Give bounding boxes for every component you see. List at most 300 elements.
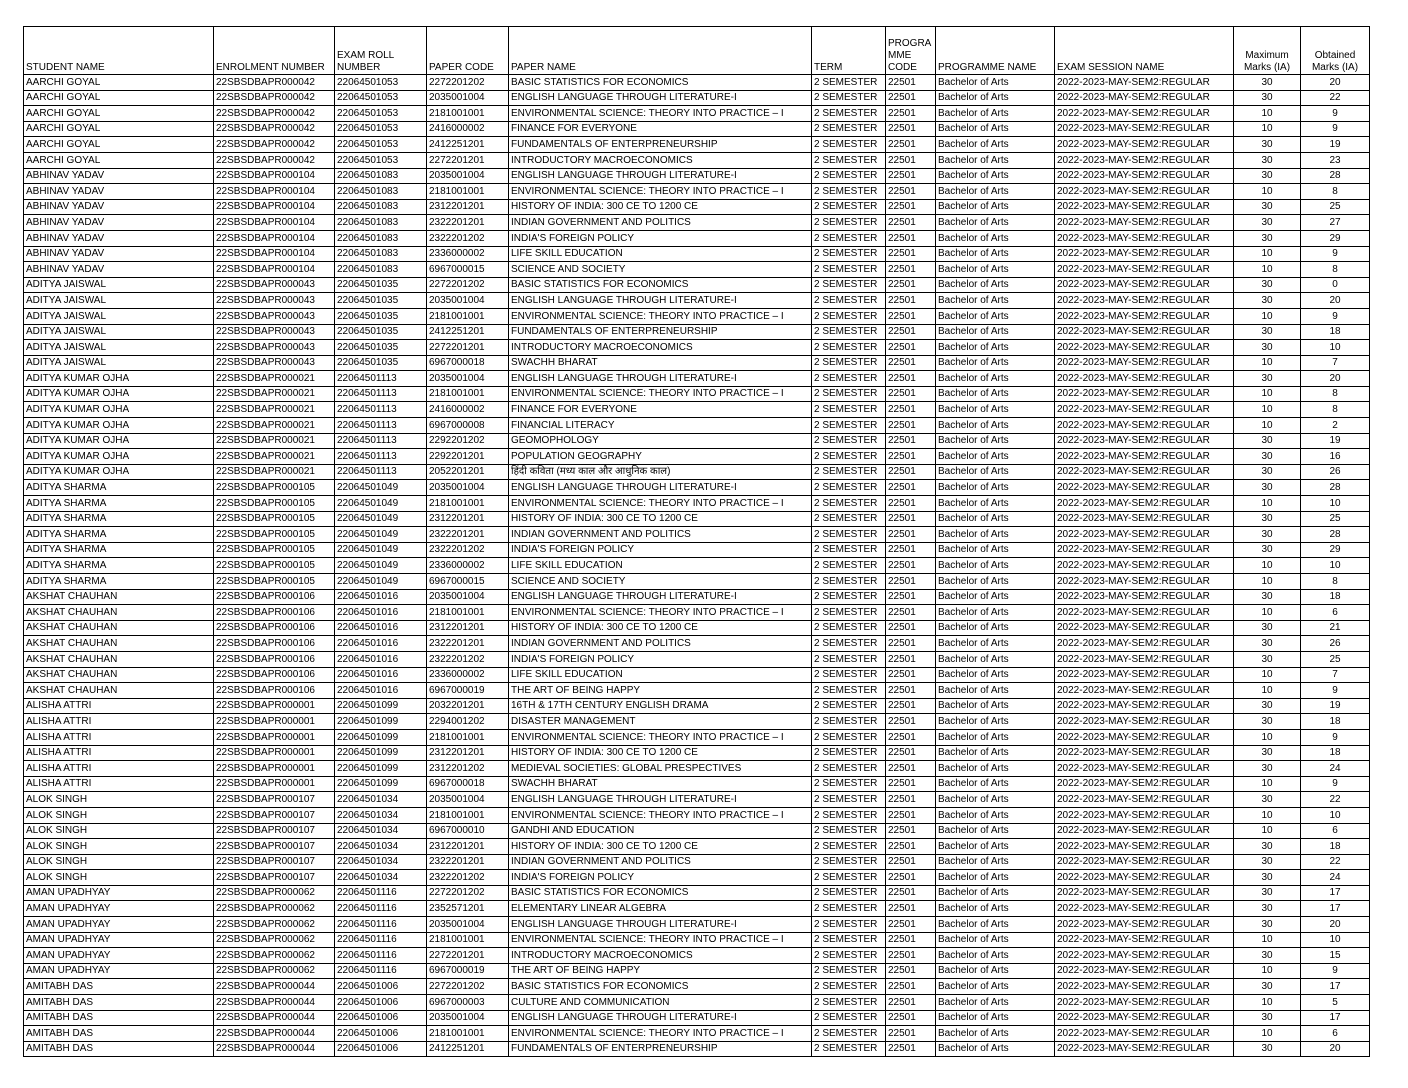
cell-enrolment-number: 22SBSDBAPR000106 (214, 636, 335, 652)
cell-programme-name: Bachelor of Arts (936, 340, 1055, 356)
table-row (24, 152, 1370, 168)
cell-programme-code: 22501 (886, 605, 936, 621)
cell-paper-code: 2322201202 (427, 230, 509, 246)
cell-paper-code: 2181001001 (427, 496, 509, 512)
cell-paper-name: ENVIRONMENTAL SCIENCE: THEORY INTO PRACTICE – I (509, 106, 812, 122)
cell-programme-code: 22501 (886, 277, 936, 293)
cell-exam-session: 2022-2023-MAY-SEM2:REGULAR (1055, 371, 1234, 387)
cell-exam-session: 2022-2023-MAY-SEM2:REGULAR (1055, 807, 1234, 823)
cell-obtained-marks: 28 (1301, 168, 1370, 184)
table-row (24, 901, 1370, 917)
cell-exam-session: 2022-2023-MAY-SEM2:REGULAR (1055, 152, 1234, 168)
cell-student-name: AKSHAT CHAUHAN (24, 636, 214, 652)
cell-paper-name: FINANCIAL LITERACY (509, 418, 812, 434)
cell-paper-name: SWACHH BHARAT (509, 776, 812, 792)
cell-paper-name: GEOMOPHOLOGY (509, 433, 812, 449)
cell-maximum-marks: 30 (1234, 792, 1301, 808)
cell-term: 2 SEMESTER (812, 355, 886, 371)
cell-student-name: ADITYA KUMAR OJHA (24, 449, 214, 465)
table-row (24, 137, 1370, 153)
cell-programme-name: Bachelor of Arts (936, 963, 1055, 979)
cell-exam-roll-number: 22064501053 (335, 121, 427, 137)
cell-exam-roll-number: 22064501113 (335, 371, 427, 387)
cell-enrolment-number: 22SBSDBAPR000107 (214, 839, 335, 855)
cell-programme-name: Bachelor of Arts (936, 1010, 1055, 1026)
cell-obtained-marks: 29 (1301, 230, 1370, 246)
cell-exam-roll-number: 22064501053 (335, 90, 427, 106)
cell-paper-code: 2412251201 (427, 137, 509, 153)
cell-enrolment-number: 22SBSDBAPR000021 (214, 386, 335, 402)
cell-programme-code: 22501 (886, 1010, 936, 1026)
cell-programme-name: Bachelor of Arts (936, 308, 1055, 324)
cell-exam-session: 2022-2023-MAY-SEM2:REGULAR (1055, 761, 1234, 777)
cell-obtained-marks: 5 (1301, 995, 1370, 1011)
table-row (24, 807, 1370, 823)
cell-paper-code: 2294001202 (427, 714, 509, 730)
cell-term: 2 SEMESTER (812, 839, 886, 855)
cell-exam-session: 2022-2023-MAY-SEM2:REGULAR (1055, 979, 1234, 995)
cell-programme-code: 22501 (886, 651, 936, 667)
cell-enrolment-number: 22SBSDBAPR000107 (214, 807, 335, 823)
header-exam-roll-line1: EXAM ROLL (337, 50, 395, 61)
table-row (24, 792, 1370, 808)
cell-programme-code: 22501 (886, 667, 936, 683)
cell-paper-name: SWACHH BHARAT (509, 355, 812, 371)
cell-exam-session: 2022-2023-MAY-SEM2:REGULAR (1055, 885, 1234, 901)
cell-exam-roll-number: 22064501116 (335, 932, 427, 948)
cell-enrolment-number: 22SBSDBAPR000021 (214, 449, 335, 465)
cell-enrolment-number: 22SBSDBAPR000106 (214, 667, 335, 683)
cell-exam-roll-number: 22064501016 (335, 589, 427, 605)
cell-obtained-marks: 17 (1301, 901, 1370, 917)
cell-paper-name: GANDHI AND EDUCATION (509, 823, 812, 839)
cell-paper-name: MEDIEVAL SOCIETIES: GLOBAL PRESPECTIVES (509, 761, 812, 777)
cell-exam-roll-number: 22064501034 (335, 854, 427, 870)
cell-exam-session: 2022-2023-MAY-SEM2:REGULAR (1055, 308, 1234, 324)
cell-programme-code: 22501 (886, 402, 936, 418)
marks-sheet (23, 26, 1370, 1057)
cell-enrolment-number: 22SBSDBAPR000001 (214, 729, 335, 745)
cell-maximum-marks: 30 (1234, 293, 1301, 309)
cell-obtained-marks: 9 (1301, 121, 1370, 137)
cell-programme-name: Bachelor of Arts (936, 932, 1055, 948)
cell-obtained-marks: 6 (1301, 823, 1370, 839)
cell-term: 2 SEMESTER (812, 558, 886, 574)
cell-student-name: AMITABH DAS (24, 1010, 214, 1026)
cell-exam-session: 2022-2023-MAY-SEM2:REGULAR (1055, 230, 1234, 246)
cell-programme-code: 22501 (886, 558, 936, 574)
cell-programme-code: 22501 (886, 620, 936, 636)
cell-term: 2 SEMESTER (812, 262, 886, 278)
cell-paper-name: ENVIRONMENTAL SCIENCE: THEORY INTO PRACTICE – I (509, 184, 812, 200)
cell-student-name: ALISHA ATTRI (24, 761, 214, 777)
cell-student-name: AKSHAT CHAUHAN (24, 605, 214, 621)
cell-obtained-marks: 18 (1301, 324, 1370, 340)
cell-student-name: AARCHI GOYAL (24, 75, 214, 91)
cell-obtained-marks: 9 (1301, 963, 1370, 979)
cell-obtained-marks: 8 (1301, 262, 1370, 278)
table-row (24, 293, 1370, 309)
cell-programme-code: 22501 (886, 854, 936, 870)
cell-programme-code: 22501 (886, 885, 936, 901)
cell-maximum-marks: 30 (1234, 90, 1301, 106)
cell-student-name: AKSHAT CHAUHAN (24, 620, 214, 636)
table-row (24, 1041, 1370, 1057)
cell-exam-roll-number: 22064501099 (335, 776, 427, 792)
cell-enrolment-number: 22SBSDBAPR000042 (214, 137, 335, 153)
cell-programme-code: 22501 (886, 574, 936, 590)
cell-enrolment-number: 22SBSDBAPR000001 (214, 714, 335, 730)
cell-paper-code: 2352571201 (427, 901, 509, 917)
cell-programme-name: Bachelor of Arts (936, 574, 1055, 590)
cell-programme-code: 22501 (886, 761, 936, 777)
cell-obtained-marks: 20 (1301, 1041, 1370, 1057)
cell-exam-session: 2022-2023-MAY-SEM2:REGULAR (1055, 823, 1234, 839)
cell-maximum-marks: 30 (1234, 464, 1301, 480)
cell-exam-session: 2022-2023-MAY-SEM2:REGULAR (1055, 464, 1234, 480)
cell-programme-name: Bachelor of Arts (936, 90, 1055, 106)
table-row (24, 230, 1370, 246)
cell-paper-code: 6967000019 (427, 683, 509, 699)
cell-obtained-marks: 9 (1301, 776, 1370, 792)
cell-paper-name: INDIA'S FOREIGN POLICY (509, 651, 812, 667)
cell-programme-name: Bachelor of Arts (936, 839, 1055, 855)
cell-exam-session: 2022-2023-MAY-SEM2:REGULAR (1055, 776, 1234, 792)
cell-exam-roll-number: 22064501113 (335, 449, 427, 465)
cell-paper-code: 6967000010 (427, 823, 509, 839)
table-row (24, 667, 1370, 683)
cell-exam-roll-number: 22064501035 (335, 355, 427, 371)
cell-student-name: AMITABH DAS (24, 1041, 214, 1057)
cell-programme-name: Bachelor of Arts (936, 386, 1055, 402)
cell-enrolment-number: 22SBSDBAPR000021 (214, 464, 335, 480)
cell-maximum-marks: 10 (1234, 106, 1301, 122)
cell-exam-session: 2022-2023-MAY-SEM2:REGULAR (1055, 199, 1234, 215)
cell-paper-code: 2416000002 (427, 402, 509, 418)
table-row (24, 308, 1370, 324)
cell-exam-roll-number: 22064501083 (335, 168, 427, 184)
cell-maximum-marks: 10 (1234, 574, 1301, 590)
cell-enrolment-number: 22SBSDBAPR000062 (214, 963, 335, 979)
cell-paper-code: 2035001004 (427, 917, 509, 933)
cell-paper-code: 2272201202 (427, 277, 509, 293)
cell-enrolment-number: 22SBSDBAPR000106 (214, 683, 335, 699)
cell-exam-session: 2022-2023-MAY-SEM2:REGULAR (1055, 246, 1234, 262)
cell-student-name: ABHINAV YADAV (24, 168, 214, 184)
cell-student-name: AARCHI GOYAL (24, 90, 214, 106)
cell-term: 2 SEMESTER (812, 870, 886, 886)
table-row (24, 90, 1370, 106)
cell-maximum-marks: 30 (1234, 277, 1301, 293)
cell-maximum-marks: 30 (1234, 948, 1301, 964)
table-row (24, 215, 1370, 231)
table-row (24, 262, 1370, 278)
cell-paper-name: HISTORY OF INDIA: 300 CE TO 1200 CE (509, 745, 812, 761)
cell-programme-name: Bachelor of Arts (936, 667, 1055, 683)
cell-enrolment-number: 22SBSDBAPR000042 (214, 121, 335, 137)
cell-programme-name: Bachelor of Arts (936, 636, 1055, 652)
cell-exam-roll-number: 22064501006 (335, 1010, 427, 1026)
cell-exam-session: 2022-2023-MAY-SEM2:REGULAR (1055, 667, 1234, 683)
cell-paper-code: 2035001004 (427, 371, 509, 387)
cell-term: 2 SEMESTER (812, 885, 886, 901)
cell-maximum-marks: 30 (1234, 324, 1301, 340)
cell-student-name: AARCHI GOYAL (24, 137, 214, 153)
cell-paper-name: INTRODUCTORY MACROECONOMICS (509, 948, 812, 964)
cell-paper-code: 2292201202 (427, 433, 509, 449)
cell-term: 2 SEMESTER (812, 917, 886, 933)
header-programme-code-line2: MME (888, 50, 912, 61)
cell-maximum-marks: 10 (1234, 667, 1301, 683)
cell-paper-name: POPULATION GEOGRAPHY (509, 449, 812, 465)
cell-exam-session: 2022-2023-MAY-SEM2:REGULAR (1055, 293, 1234, 309)
cell-term: 2 SEMESTER (812, 667, 886, 683)
cell-obtained-marks: 25 (1301, 199, 1370, 215)
cell-term: 2 SEMESTER (812, 75, 886, 91)
cell-exam-session: 2022-2023-MAY-SEM2:REGULAR (1055, 277, 1234, 293)
cell-exam-roll-number: 22064501049 (335, 527, 427, 543)
cell-paper-code: 2181001001 (427, 106, 509, 122)
cell-programme-code: 22501 (886, 386, 936, 402)
cell-enrolment-number: 22SBSDBAPR000062 (214, 901, 335, 917)
cell-term: 2 SEMESTER (812, 464, 886, 480)
cell-term: 2 SEMESTER (812, 979, 886, 995)
cell-student-name: ALOK SINGH (24, 792, 214, 808)
cell-exam-session: 2022-2023-MAY-SEM2:REGULAR (1055, 636, 1234, 652)
cell-obtained-marks: 19 (1301, 433, 1370, 449)
cell-student-name: ABHINAV YADAV (24, 184, 214, 200)
cell-programme-code: 22501 (886, 932, 936, 948)
table-row (24, 527, 1370, 543)
cell-enrolment-number: 22SBSDBAPR000062 (214, 948, 335, 964)
cell-term: 2 SEMESTER (812, 932, 886, 948)
cell-programme-name: Bachelor of Arts (936, 854, 1055, 870)
cell-programme-code: 22501 (886, 589, 936, 605)
cell-obtained-marks: 20 (1301, 917, 1370, 933)
cell-paper-name: FUNDAMENTALS OF ENTERPRENEURSHIP (509, 324, 812, 340)
cell-exam-session: 2022-2023-MAY-SEM2:REGULAR (1055, 511, 1234, 527)
cell-exam-roll-number: 22064501053 (335, 106, 427, 122)
cell-programme-name: Bachelor of Arts (936, 776, 1055, 792)
cell-programme-code: 22501 (886, 464, 936, 480)
cell-exam-session: 2022-2023-MAY-SEM2:REGULAR (1055, 917, 1234, 933)
cell-exam-roll-number: 22064501035 (335, 308, 427, 324)
cell-paper-name: ENGLISH LANGUAGE THROUGH LITERATURE-I (509, 293, 812, 309)
cell-paper-code: 2181001001 (427, 932, 509, 948)
cell-student-name: ABHINAV YADAV (24, 230, 214, 246)
cell-term: 2 SEMESTER (812, 496, 886, 512)
cell-exam-roll-number: 22064501113 (335, 402, 427, 418)
cell-term: 2 SEMESTER (812, 106, 886, 122)
cell-enrolment-number: 22SBSDBAPR000104 (214, 168, 335, 184)
header-student-name: STUDENT NAME (24, 27, 214, 75)
cell-paper-name: INDIA'S FOREIGN POLICY (509, 870, 812, 886)
cell-exam-roll-number: 22064501099 (335, 698, 427, 714)
cell-obtained-marks: 25 (1301, 511, 1370, 527)
header-programme-code (886, 27, 936, 75)
cell-paper-code: 2181001001 (427, 729, 509, 745)
cell-obtained-marks: 15 (1301, 948, 1370, 964)
cell-exam-roll-number: 22064501016 (335, 683, 427, 699)
cell-exam-roll-number: 22064501083 (335, 184, 427, 200)
cell-term: 2 SEMESTER (812, 620, 886, 636)
cell-term: 2 SEMESTER (812, 433, 886, 449)
cell-obtained-marks: 9 (1301, 729, 1370, 745)
cell-enrolment-number: 22SBSDBAPR000044 (214, 1026, 335, 1042)
cell-programme-name: Bachelor of Arts (936, 277, 1055, 293)
cell-term: 2 SEMESTER (812, 90, 886, 106)
cell-exam-session: 2022-2023-MAY-SEM2:REGULAR (1055, 527, 1234, 543)
cell-exam-roll-number: 22064501099 (335, 729, 427, 745)
table-row (24, 776, 1370, 792)
cell-exam-session: 2022-2023-MAY-SEM2:REGULAR (1055, 729, 1234, 745)
cell-programme-name: Bachelor of Arts (936, 620, 1055, 636)
cell-paper-name: INDIAN GOVERNMENT AND POLITICS (509, 527, 812, 543)
cell-maximum-marks: 30 (1234, 854, 1301, 870)
cell-student-name: AMAN UPADHYAY (24, 917, 214, 933)
cell-paper-code: 2336000002 (427, 246, 509, 262)
table-row (24, 480, 1370, 496)
cell-programme-code: 22501 (886, 636, 936, 652)
cell-programme-name: Bachelor of Arts (936, 324, 1055, 340)
cell-programme-code: 22501 (886, 137, 936, 153)
cell-student-name: AKSHAT CHAUHAN (24, 589, 214, 605)
cell-paper-name: ENVIRONMENTAL SCIENCE: THEORY INTO PRACTICE – I (509, 729, 812, 745)
cell-programme-code: 22501 (886, 527, 936, 543)
table-row (24, 402, 1370, 418)
cell-paper-name: ENGLISH LANGUAGE THROUGH LITERATURE-I (509, 792, 812, 808)
cell-paper-code: 2272201202 (427, 75, 509, 91)
table-row (24, 761, 1370, 777)
table-row (24, 917, 1370, 933)
cell-programme-name: Bachelor of Arts (936, 75, 1055, 91)
cell-student-name: AKSHAT CHAUHAN (24, 651, 214, 667)
cell-obtained-marks: 7 (1301, 355, 1370, 371)
cell-paper-name: ENVIRONMENTAL SCIENCE: THEORY INTO PRACTICE – I (509, 807, 812, 823)
table-row (24, 418, 1370, 434)
cell-exam-session: 2022-2023-MAY-SEM2:REGULAR (1055, 168, 1234, 184)
cell-obtained-marks: 18 (1301, 839, 1370, 855)
table-row (24, 371, 1370, 387)
table-row (24, 75, 1370, 91)
cell-student-name: ADITYA SHARMA (24, 574, 214, 590)
cell-term: 2 SEMESTER (812, 683, 886, 699)
cell-programme-name: Bachelor of Arts (936, 1026, 1055, 1042)
table-row (24, 636, 1370, 652)
cell-paper-name: ENGLISH LANGUAGE THROUGH LITERATURE-I (509, 90, 812, 106)
cell-obtained-marks: 20 (1301, 371, 1370, 387)
table-row (24, 714, 1370, 730)
cell-student-name: ALISHA ATTRI (24, 745, 214, 761)
cell-paper-name: HISTORY OF INDIA: 300 CE TO 1200 CE (509, 839, 812, 855)
table-row (24, 745, 1370, 761)
cell-exam-roll-number: 22064501049 (335, 558, 427, 574)
table-body (24, 75, 1370, 1057)
cell-enrolment-number: 22SBSDBAPR000107 (214, 870, 335, 886)
cell-programme-name: Bachelor of Arts (936, 948, 1055, 964)
cell-programme-code: 22501 (886, 979, 936, 995)
cell-student-name: AKSHAT CHAUHAN (24, 667, 214, 683)
cell-maximum-marks: 10 (1234, 121, 1301, 137)
cell-enrolment-number: 22SBSDBAPR000105 (214, 480, 335, 496)
cell-term: 2 SEMESTER (812, 651, 886, 667)
cell-student-name: ALISHA ATTRI (24, 698, 214, 714)
cell-paper-name: ENVIRONMENTAL SCIENCE: THEORY INTO PRACTICE – I (509, 496, 812, 512)
cell-exam-roll-number: 22064501016 (335, 605, 427, 621)
cell-maximum-marks: 10 (1234, 932, 1301, 948)
cell-paper-code: 2035001004 (427, 589, 509, 605)
cell-maximum-marks: 30 (1234, 168, 1301, 184)
cell-term: 2 SEMESTER (812, 246, 886, 262)
table-row (24, 184, 1370, 200)
cell-obtained-marks: 24 (1301, 870, 1370, 886)
cell-programme-code: 22501 (886, 1026, 936, 1042)
table-row (24, 963, 1370, 979)
cell-term: 2 SEMESTER (812, 449, 886, 465)
header-max-line2: Marks (IA) (1243, 62, 1291, 73)
cell-paper-code: 2035001004 (427, 792, 509, 808)
cell-maximum-marks: 30 (1234, 75, 1301, 91)
cell-maximum-marks: 30 (1234, 527, 1301, 543)
cell-maximum-marks: 30 (1234, 542, 1301, 558)
cell-maximum-marks: 10 (1234, 246, 1301, 262)
table-row (24, 589, 1370, 605)
cell-paper-code: 6967000015 (427, 574, 509, 590)
cell-programme-name: Bachelor of Arts (936, 121, 1055, 137)
table-row (24, 698, 1370, 714)
cell-student-name: ALOK SINGH (24, 807, 214, 823)
cell-paper-code: 2312201201 (427, 745, 509, 761)
cell-paper-code: 2322201201 (427, 636, 509, 652)
table-row (24, 433, 1370, 449)
cell-student-name: ADITYA SHARMA (24, 511, 214, 527)
cell-maximum-marks: 30 (1234, 636, 1301, 652)
cell-exam-session: 2022-2023-MAY-SEM2:REGULAR (1055, 745, 1234, 761)
cell-term: 2 SEMESTER (812, 480, 886, 496)
cell-term: 2 SEMESTER (812, 698, 886, 714)
cell-programme-code: 22501 (886, 215, 936, 231)
cell-paper-code: 2412251201 (427, 324, 509, 340)
table-row (24, 511, 1370, 527)
cell-enrolment-number: 22SBSDBAPR000044 (214, 979, 335, 995)
cell-programme-name: Bachelor of Arts (936, 511, 1055, 527)
cell-programme-code: 22501 (886, 340, 936, 356)
cell-obtained-marks: 7 (1301, 667, 1370, 683)
cell-exam-roll-number: 22064501083 (335, 199, 427, 215)
table-row (24, 948, 1370, 964)
cell-exam-session: 2022-2023-MAY-SEM2:REGULAR (1055, 340, 1234, 356)
cell-term: 2 SEMESTER (812, 215, 886, 231)
cell-obtained-marks: 6 (1301, 1026, 1370, 1042)
cell-enrolment-number: 22SBSDBAPR000042 (214, 75, 335, 91)
table-row (24, 854, 1370, 870)
cell-maximum-marks: 30 (1234, 433, 1301, 449)
cell-maximum-marks: 10 (1234, 184, 1301, 200)
cell-programme-code: 22501 (886, 293, 936, 309)
cell-paper-code: 2032201201 (427, 698, 509, 714)
cell-maximum-marks: 10 (1234, 776, 1301, 792)
cell-paper-name: हिंदी कविता (मध्य काल और आधुनिक काल) (509, 464, 812, 480)
cell-paper-name: ENGLISH LANGUAGE THROUGH LITERATURE-I (509, 371, 812, 387)
table-row (24, 246, 1370, 262)
cell-exam-roll-number: 22064501006 (335, 995, 427, 1011)
cell-paper-name: HISTORY OF INDIA: 300 CE TO 1200 CE (509, 620, 812, 636)
cell-enrolment-number: 22SBSDBAPR000107 (214, 792, 335, 808)
cell-enrolment-number: 22SBSDBAPR000021 (214, 418, 335, 434)
cell-paper-name: LIFE SKILL EDUCATION (509, 246, 812, 262)
cell-exam-session: 2022-2023-MAY-SEM2:REGULAR (1055, 184, 1234, 200)
cell-paper-name: ENVIRONMENTAL SCIENCE: THEORY INTO PRACTICE – I (509, 1026, 812, 1042)
